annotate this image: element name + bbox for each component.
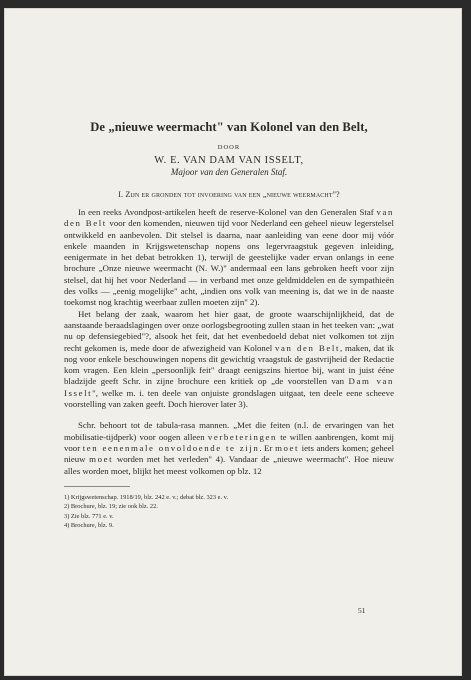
paragraph-1-text-2: voor den komenden, nieuwen tijd voor Nederland een geheel nieuw legerstelsel ontwikkeld en aanbevolen. Dit stelsel is daarna, naar aanleiding van eene door mij vóór enkele maanden in Krijgswetenschap nopens ons legervraagstuk gegeven inleiding, eenigermate in het debat betrokken 1), terwijl de geestelijke vader ervan onlangs in eene brochure „Onze nieuwe weermacht (N. W.)" andermaal een lans gebroken heeft voor zijn stelsel, dat hij het voor Nederland — in verband met onze geldmiddelen en de sympathieën des volks — „eenig mogelijke" acht, „indien ons volk van meening is, dat we in de naaste toekomst nog krachtig weerbaar zullen moeten zijn" 2). [64,218,394,308]
paragraph-2-text-1: Het belang der zaak, waarom het hier gaat, de groote waarschijnlijkheid, dat de aanstaande beraadslagingen over onze oorlogsbegrooting zullen staan in het teeken van: „wat nu op defensiegebied"?, alsook het feit, dat het evenbedoeld debat niet volkomen tot zijn recht gekomen is, mede door de afwezigheid van Kolonel [64,308,394,353]
paragraph-3-spaced-4: moet [89,454,114,465]
paragraph-2-text-2: , maken, dat ik nog voor enkele beschouwingen nopens dit gewichtig vraagstuk de gastvrijheid der Redactie kom vragen. Een klein „persoonlijk feit" draagt eenigszins hiertoe bij, want in juist ééne bladzijde geeft Schr. in zijne brochure een kritiek op „de voorstellen van [64,342,394,387]
paragraph-3-spaced-1: verbeteringen [207,431,277,442]
paragraph-3-text-5: worden met het verleden" 4). Vandaar de „nieuwe weermacht". Hoe nieuw alles worden moet, blijkt het meest volkomen op blz. 12 [64,454,394,476]
page-number: 51 [358,606,366,615]
footnote: 4) Brochure, blz. 9. [64,522,114,530]
paragraph-3 [64,420,394,476]
paragraph-2 [64,309,394,411]
article-title: De „nieuwe weermacht" van Kolonel van den Belt, [90,120,368,134]
author-role: Majoor van den Generalen Staf. [170,167,288,177]
paragraph-3-spaced-3: moet [275,442,300,453]
paragraph-3-text-4: iets anders komen; geheel nieuw [64,442,395,465]
footnote-divider [64,486,130,487]
text-column [64,120,394,530]
byline-door: DOOR [217,144,241,151]
paragraph-1 [64,207,394,309]
footnote: 2) Brochure, blz. 19; zie ook blz. 22. [64,503,158,511]
paragraph-3-text-1: Schr. behoort tot de tabula-rasa mannen. „Met die feiten (n.l. de ervaringen van het mobilisatie-tijdperk) voor oogen alleen [64,420,394,442]
paragraph-3-text-3: . Er [259,442,276,453]
paragraph-2-spaced-name-2: Dam van Isselt [64,376,395,398]
paragraph-2-spaced-name-1: van den Belt [275,342,340,353]
footnotes [64,493,394,531]
paragraph-2-text-3: ", welke m. i. ten deele van onjuiste grondslagen uitgaat, ten deele eene scheeve voorstelling van zaken geeft. Doch hierover later 3). [64,387,394,410]
paragraph-1-text-1: In een reeks Avondpost-artikelen heeft de reserve-Kolonel van den Generalen Staf [78,207,377,217]
paragraph-1-spaced-name: van den Belt [64,207,394,229]
paragraph-3-spaced-2: ten eenenmale onvoldoende te zijn [82,442,260,453]
footnote: 3) Zie blz. 771 e. v. [64,512,114,520]
paragraph-3-text-2: te willen aanbrengen, komt mij voor [64,431,394,453]
footnote: 1) Krijgswetenschap. 1918/19, blz. 242 e. v.; debat blz. 323 e. v. [64,493,229,501]
document-page [4,8,462,676]
author-name: W. E. VAN DAM VAN ISSELT, [154,155,304,166]
section-heading: I. Zijn er gronden tot invoering van een „nieuwe weermacht"? [118,190,340,199]
